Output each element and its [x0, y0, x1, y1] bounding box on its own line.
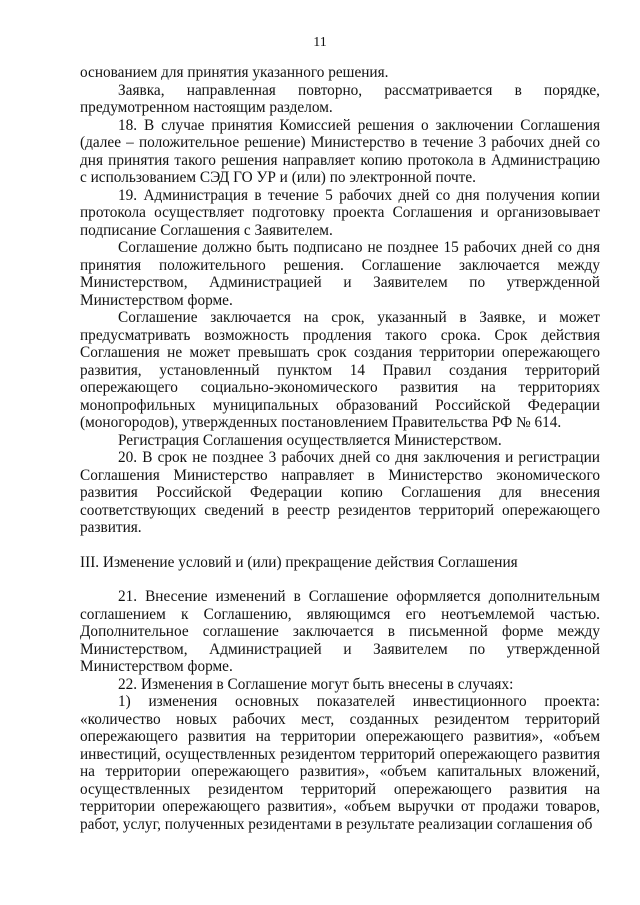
page-number: 11	[313, 35, 327, 50]
spacer	[80, 571, 600, 588]
paragraph-continuation: основанием для принятия указанного решения.	[80, 64, 389, 81]
paragraph-resubmission: Заявка, направленная повторно, рассматривается в порядке, предумотренном настоящим разделом.	[80, 81, 600, 116]
paragraph-signing-deadline: Соглашение должно быть подписано не позднее 15 рабочих дней со дня принятия положительного решения. Соглашение заключается между Министерством, Администрацией и Заявителем по утвержденной Министерством форме.	[80, 239, 600, 309]
section-heading: III. Изменение условий и (или) прекращение действия Соглашения	[80, 553, 518, 571]
paragraph-agreement-term: Соглашение заключается на срок, указанный в Заявке, и может предусматривать возможность продления такого срока. Срок действия Соглашения не может превышать срок создания территории опережающего развития, установленный пунктом 14 Правил создания территорий опережающего социально-экономического развития на территориях монопрофильных муниципальных образований Российской Федерации (моногородов), утвержденных постановлением Правительства РФ № 614.	[80, 309, 600, 431]
paragraph-21: 21. Внесение изменений в Соглашение оформляется дополнительным соглашением к Соглашению, являющимся его неотъемлемой частью. Дополнительное соглашение заключается в письменной форме между Министерством, Администрацией и Заявителем по утвержденной Министерством форме.	[80, 588, 600, 675]
paragraph-22: 22. Изменения в Соглашение могут быть внесены в случаях:	[118, 675, 514, 693]
paragraph-22-item-1: 1) изменения основных показателей инвестиционного проекта: «количество новых рабочих мест, созданных резидентом территорий опережающего развития на территории опережающего развития», «объем инвестиций, осуществленных резидентом территорий опережающего развития на территории опережающего развития», «объем капитальных вложений, осуществленных резидентом территорий опережающего развития на территории опережающего развития», «объем выручки от продажи товаров, работ, услуг, полученных резидентами в результате реализации соглашения об	[80, 693, 600, 833]
document-body	[80, 64, 600, 833]
paragraph-18: 18. В случае принятия Комиссией решения о заключении Соглашения (далее – положительное решение) Министерство в течение 3 рабочих дней со дня принятия такого решения направляет копию протокола в Администрацию с использованием СЭД ГО УР и (или) по электронной почте.	[80, 116, 600, 186]
paragraph-19: 19. Администрация в течение 5 рабочих дней со дня получения копии протокола осуществляет подготовку проекта Соглашения и организовывает подписание Соглашения с Заявителем.	[80, 186, 600, 239]
paragraph-20: 20. В срок не позднее 3 рабочих дней со дня заключения и регистрации Соглашения Министерство направляет в Министерство экономического развития Российской Федерации копию Соглашения для внесения соответствующих сведений в реестр резидентов территорий опережающего развития.	[80, 449, 600, 536]
spacer	[80, 537, 600, 554]
paragraph-registration: Регистрация Соглашения осуществляется Министерством.	[118, 431, 502, 449]
